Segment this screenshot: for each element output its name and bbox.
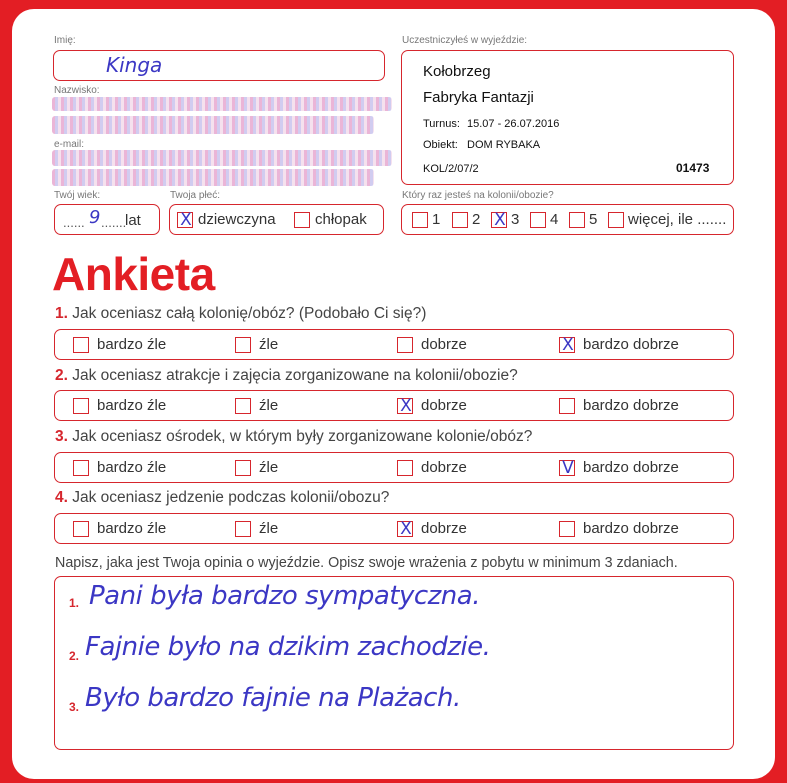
question-text: Jak oceniasz ośrodek, w którym były zorganizowane kolonie/obóz? bbox=[72, 428, 533, 445]
q3-mark: V bbox=[562, 458, 574, 478]
q4-mark: X bbox=[400, 519, 412, 539]
gender-checkbox-boy[interactable] bbox=[294, 212, 310, 228]
option-label: bardzo dobrze bbox=[583, 336, 679, 353]
gender-checkbox-girl[interactable] bbox=[177, 212, 193, 228]
gender-option-girl: dziewczyna bbox=[198, 211, 276, 228]
times-mark: X bbox=[494, 210, 506, 230]
option-label: bardzo źle bbox=[97, 459, 167, 476]
camp-info-box bbox=[401, 50, 734, 185]
age-unit: lat bbox=[125, 212, 141, 229]
question-4 bbox=[55, 489, 389, 507]
age-label: Twój wiek: bbox=[54, 190, 101, 201]
q1-checkbox-very-good[interactable] bbox=[559, 337, 575, 353]
q1-checkbox-bad[interactable] bbox=[235, 337, 251, 353]
option-label: źle bbox=[259, 520, 279, 537]
times-checkbox-1[interactable] bbox=[412, 212, 428, 228]
option-label: dobrze bbox=[421, 520, 467, 537]
q1-checkbox-very-bad[interactable] bbox=[73, 337, 89, 353]
answer-row-4 bbox=[54, 513, 734, 544]
q2-checkbox-very-bad[interactable] bbox=[73, 398, 89, 414]
question-number: 1. bbox=[55, 305, 68, 322]
obiekt-label: Obiekt: bbox=[423, 139, 458, 151]
gender-field bbox=[169, 204, 384, 235]
age-field[interactable] bbox=[54, 204, 160, 235]
q4-checkbox-good[interactable] bbox=[397, 521, 413, 537]
times-checkbox-2[interactable] bbox=[452, 212, 468, 228]
opinion-textarea[interactable] bbox=[54, 576, 734, 750]
camp-number: 01473 bbox=[676, 161, 710, 175]
option-label: dobrze bbox=[421, 336, 467, 353]
camp-city: Kołobrzeg bbox=[423, 63, 491, 80]
option-label: bardzo dobrze bbox=[583, 520, 679, 537]
camp-name: Fabryka Fantazji bbox=[423, 89, 534, 106]
q3-checkbox-very-bad[interactable] bbox=[73, 460, 89, 476]
turnus-value: 15.07 - 26.07.2016 bbox=[467, 118, 560, 130]
email-label: e-mail: bbox=[54, 139, 85, 150]
question-2 bbox=[55, 367, 518, 385]
name-value: Kinga bbox=[106, 53, 163, 77]
option-label: bardzo dobrze bbox=[583, 459, 679, 476]
option-label: dobrze bbox=[421, 397, 467, 414]
question-number: 4. bbox=[55, 489, 68, 506]
question-text: Jak oceniasz jedzenie podczas kolonii/obozu? bbox=[72, 489, 390, 506]
opinion-line-2: Fajnie było na dzikim zachodzie. bbox=[85, 632, 491, 662]
q1-mark: X bbox=[562, 335, 574, 355]
name-label: Imię: bbox=[54, 35, 76, 46]
opinion-line-num-2: 2. bbox=[69, 649, 80, 663]
redacted-email-2 bbox=[52, 169, 374, 186]
q2-checkbox-bad[interactable] bbox=[235, 398, 251, 414]
option-label: źle bbox=[259, 459, 279, 476]
option-label: bardzo źle bbox=[97, 397, 167, 414]
survey-sheet bbox=[12, 9, 775, 779]
opinion-prompt: Napisz, jaka jest Twoja opinia o wyjeździe. Opisz swoje wrażenia z pobytu w minimum 3 zdaniach. bbox=[55, 555, 678, 571]
times-option-2: 2 bbox=[472, 211, 481, 228]
gender-mark: X bbox=[180, 210, 192, 230]
obiekt-value: DOM RYBAKA bbox=[467, 139, 541, 151]
times-checkbox-5[interactable] bbox=[569, 212, 585, 228]
q4-checkbox-very-good[interactable] bbox=[559, 521, 575, 537]
opinion-line-1: Pani była bardzo sympatyczna. bbox=[89, 581, 480, 611]
q2-mark: X bbox=[400, 396, 412, 416]
option-label: dobrze bbox=[421, 459, 467, 476]
option-label: bardzo źle bbox=[97, 336, 167, 353]
times-checkbox-more[interactable] bbox=[608, 212, 624, 228]
age-dots-after: ....... bbox=[101, 215, 127, 230]
gender-label: Twoja płeć: bbox=[170, 190, 221, 201]
answer-row-1 bbox=[54, 329, 734, 360]
option-label: źle bbox=[259, 397, 279, 414]
question-1 bbox=[55, 305, 426, 323]
q2-checkbox-good[interactable] bbox=[397, 398, 413, 414]
camp-label: Uczestniczyłeś w wyjeździe: bbox=[402, 35, 528, 46]
camp-code: KOL/2/07/2 bbox=[423, 163, 479, 175]
times-label: Który raz jesteś na kolonii/obozie? bbox=[402, 190, 554, 201]
q3-checkbox-very-good[interactable] bbox=[559, 460, 575, 476]
times-option-5: 5 bbox=[589, 211, 598, 228]
q4-checkbox-bad[interactable] bbox=[235, 521, 251, 537]
times-checkbox-4[interactable] bbox=[530, 212, 546, 228]
q3-checkbox-bad[interactable] bbox=[235, 460, 251, 476]
times-option-4: 4 bbox=[550, 211, 559, 228]
answer-row-3 bbox=[54, 452, 734, 483]
q4-checkbox-very-bad[interactable] bbox=[73, 521, 89, 537]
opinion-line-3: Było bardzo fajnie na Plażach. bbox=[85, 683, 461, 713]
page-title: Ankieta bbox=[52, 248, 215, 300]
option-label: bardzo dobrze bbox=[583, 397, 679, 414]
surname-label: Nazwisko: bbox=[54, 85, 100, 96]
opinion-line-num-3: 3. bbox=[69, 700, 80, 714]
times-option-1: 1 bbox=[432, 211, 441, 228]
question-number: 2. bbox=[55, 367, 68, 384]
option-label: bardzo źle bbox=[97, 520, 167, 537]
opinion-line-num-1: 1. bbox=[69, 596, 80, 610]
q1-checkbox-good[interactable] bbox=[397, 337, 413, 353]
question-number: 3. bbox=[55, 428, 68, 445]
q3-checkbox-good[interactable] bbox=[397, 460, 413, 476]
turnus-label: Turnus: bbox=[423, 118, 460, 130]
q2-checkbox-very-good[interactable] bbox=[559, 398, 575, 414]
redacted-surname bbox=[52, 97, 392, 111]
question-3 bbox=[55, 428, 532, 446]
gender-option-boy: chłopak bbox=[315, 211, 367, 228]
redacted-email bbox=[52, 150, 392, 166]
age-dots-before: ...... bbox=[63, 215, 85, 230]
age-value: 9 bbox=[89, 207, 101, 228]
times-option-3: 3 bbox=[511, 211, 520, 228]
times-option-more: więcej, ile ....... bbox=[628, 211, 727, 228]
times-checkbox-3[interactable] bbox=[491, 212, 507, 228]
question-text: Jak oceniasz atrakcje i zajęcia zorganizowane na kolonii/obozie? bbox=[72, 367, 518, 384]
option-label: źle bbox=[259, 336, 279, 353]
answer-row-2 bbox=[54, 390, 734, 421]
times-field bbox=[401, 204, 734, 235]
redacted-surname-2 bbox=[52, 116, 374, 134]
question-text: Jak oceniasz całą kolonię/obóz? (Podobało Ci się?) bbox=[72, 305, 427, 322]
name-field[interactable] bbox=[53, 50, 385, 81]
